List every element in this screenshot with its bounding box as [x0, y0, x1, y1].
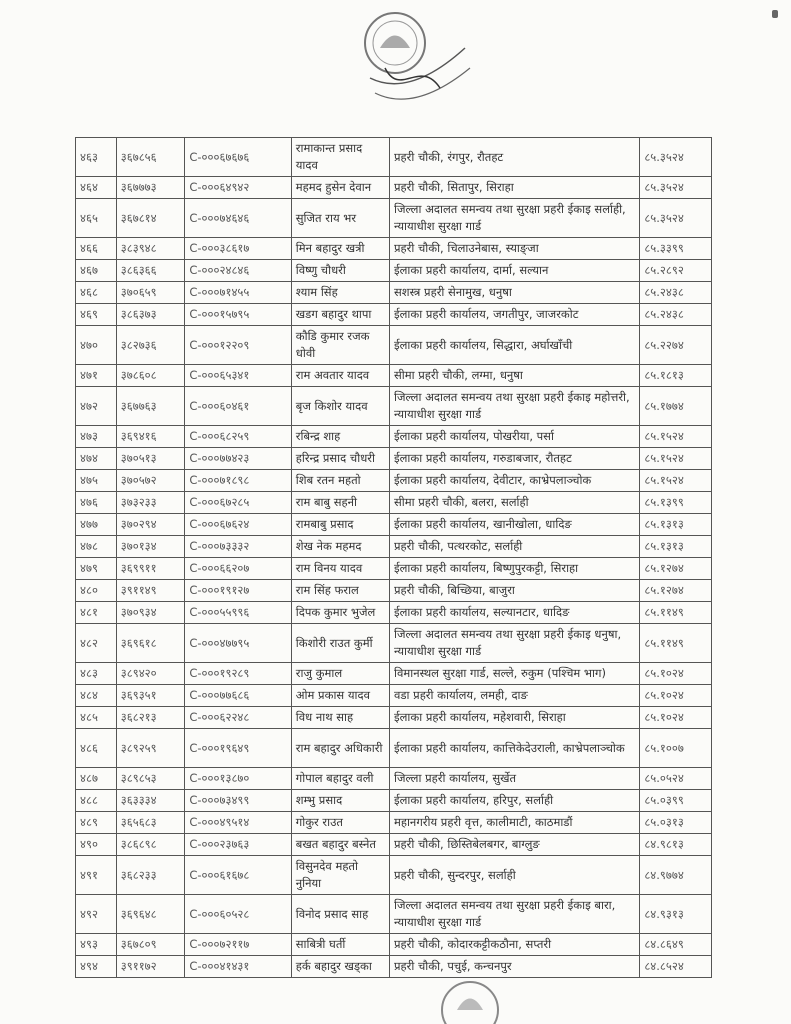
office-address-cell: ईलाका प्रहरी कार्यालय, सिद्धारा, अर्घाखाँची	[389, 326, 639, 365]
score-cell: ८५.३५२४	[640, 177, 712, 199]
office-address-cell: ईलाका प्रहरी कार्यालय, हरिपुर, सर्लाही	[389, 790, 639, 812]
score-cell: ८४.९३१३	[640, 895, 712, 934]
score-cell: ८५.१३१३	[640, 536, 712, 558]
symbol-number-cell: ३६८२१३	[116, 707, 185, 729]
candidate-name-cell: राम विनय यादव	[291, 558, 389, 580]
score-cell: ८५.१२७४	[640, 580, 712, 602]
office-address-cell: विमानस्थल सुरक्षा गार्ड, सल्ले, रुकुम (पश्चिम भाग)	[389, 663, 639, 685]
symbol-number-cell: ३६५६८३	[116, 812, 185, 834]
serial-number-cell: ४८०	[76, 580, 117, 602]
candidate-code-cell: C-०००६७६७६	[185, 138, 291, 177]
score-cell: ८५.०३१३	[640, 812, 712, 834]
candidate-code-cell: C-०००६७६२४	[185, 514, 291, 536]
symbol-number-cell: ३८२७३६	[116, 326, 185, 365]
serial-number-cell: ४७९	[76, 558, 117, 580]
office-address-cell: जिल्ला अदालत समन्वय तथा सुरक्षा प्रहरी ईकाइ महोत्तरी, न्यायाधीश सुरक्षा गार्ड	[389, 387, 639, 426]
candidate-code-cell: C-०००३८६१७	[185, 238, 291, 260]
candidate-name-cell: विष्णु चौधरी	[291, 260, 389, 282]
candidate-code-cell: C-०००१५७९५	[185, 304, 291, 326]
symbol-number-cell: ३६९३५१	[116, 685, 185, 707]
office-address-cell: ईलाका प्रहरी कार्यालय, जगतीपुर, जाजरकोट	[389, 304, 639, 326]
score-cell: ८५.०५२४	[640, 768, 712, 790]
table-row	[76, 199, 712, 238]
candidate-name-cell: शिब रतन महतो	[291, 470, 389, 492]
symbol-number-cell: ३७०२९४	[116, 514, 185, 536]
candidate-code-cell: C-०००५५९९६	[185, 602, 291, 624]
serial-number-cell: ४९२	[76, 895, 117, 934]
table-row	[76, 260, 712, 282]
candidate-name-cell: किशोरी राउत कुर्मी	[291, 624, 389, 663]
symbol-number-cell: ३६७७६३	[116, 387, 185, 426]
office-address-cell: जिल्ला अदालत समन्वय तथा सुरक्षा प्रहरी ईकाइ बारा, न्यायाधीश सुरक्षा गार्ड	[389, 895, 639, 934]
symbol-number-cell: ३८६८९८	[116, 834, 185, 856]
serial-number-cell: ४९०	[76, 834, 117, 856]
serial-number-cell: ४७४	[76, 448, 117, 470]
score-cell: ८५.१००७	[640, 729, 712, 768]
score-cell: ८४.८६४९	[640, 934, 712, 956]
bottom-seal-stamp	[435, 975, 505, 1024]
office-address-cell: सीमा प्रहरी चौकी, लग्मा, धनुषा	[389, 365, 639, 387]
office-address-cell: महानगरीय प्रहरी वृत्त, कालीमाटी, काठमाडौं	[389, 812, 639, 834]
symbol-number-cell: ३६९६४८	[116, 895, 185, 934]
candidate-name-cell: राजु कुमाल	[291, 663, 389, 685]
symbol-number-cell: ३६९९११	[116, 558, 185, 580]
candidate-name-cell: कौडि कुमार रजक धोवी	[291, 326, 389, 365]
office-address-cell: ईलाका प्रहरी कार्यालय, गरुडाबजार, रौतहट	[389, 448, 639, 470]
candidate-name-cell: खडग बहादुर थापा	[291, 304, 389, 326]
candidate-code-cell: C-०००६७२८५	[185, 492, 291, 514]
table-row	[76, 536, 712, 558]
table-row	[76, 895, 712, 934]
candidate-code-cell: C-०००७१८९८	[185, 470, 291, 492]
candidate-name-cell: रामबाबु प्रसाद	[291, 514, 389, 536]
symbol-number-cell: ३६७८०९	[116, 934, 185, 956]
table-row	[76, 282, 712, 304]
candidate-name-cell: रामाकान्त प्रसाद यादव	[291, 138, 389, 177]
serial-number-cell: ४७३	[76, 426, 117, 448]
symbol-number-cell: ३७०५७२	[116, 470, 185, 492]
score-cell: ८५.२२७४	[640, 326, 712, 365]
score-cell: ८५.३५२४	[640, 199, 712, 238]
serial-number-cell: ४६३	[76, 138, 117, 177]
candidate-name-cell: हरिन्द्र प्रसाद चौधरी	[291, 448, 389, 470]
candidate-code-cell: C-०००७१४५५	[185, 282, 291, 304]
candidate-code-cell: C-०००६०५२८	[185, 895, 291, 934]
candidate-code-cell: C-०००४१४३१	[185, 956, 291, 978]
candidate-name-cell: राम अवतार यादव	[291, 365, 389, 387]
symbol-number-cell: ३८३९४८	[116, 238, 185, 260]
table-row	[76, 602, 712, 624]
table-row	[76, 707, 712, 729]
office-address-cell: ईलाका प्रहरी कार्यालय, दार्मा, सल्यान	[389, 260, 639, 282]
table-row	[76, 177, 712, 199]
table-row	[76, 238, 712, 260]
serial-number-cell: ४६८	[76, 282, 117, 304]
score-cell: ८५.२८९२	[640, 260, 712, 282]
serial-number-cell: ४८४	[76, 685, 117, 707]
table-row	[76, 856, 712, 895]
candidate-code-cell: C-०००१९१२७	[185, 580, 291, 602]
symbol-number-cell: ३६७८५६	[116, 138, 185, 177]
office-address-cell: प्रहरी चौकी, पचुई, कन्चनपुर	[389, 956, 639, 978]
serial-number-cell: ४६६	[76, 238, 117, 260]
candidate-code-cell: C-०००७३३३२	[185, 536, 291, 558]
score-cell: ८५.२४३८	[640, 304, 712, 326]
office-address-cell: प्रहरी चौकी, चिलाउनेबास, स्याङ्जा	[389, 238, 639, 260]
score-cell: ८५.१२७४	[640, 558, 712, 580]
score-cell: ८५.१७७४	[640, 387, 712, 426]
serial-number-cell: ४९१	[76, 856, 117, 895]
table-row	[76, 448, 712, 470]
serial-number-cell: ४६९	[76, 304, 117, 326]
candidate-code-cell: C-०००७४६४६	[185, 199, 291, 238]
office-address-cell: प्रहरी चौकी, पत्थरकोट, सर्लाही	[389, 536, 639, 558]
candidate-code-cell: C-०००४९५१४	[185, 812, 291, 834]
table-row	[76, 387, 712, 426]
table-row	[76, 304, 712, 326]
candidate-code-cell: C-०००६६२०७	[185, 558, 291, 580]
serial-number-cell: ४७१	[76, 365, 117, 387]
office-address-cell: ईलाका प्रहरी कार्यालय, खानीखोला, धादिङ	[389, 514, 639, 536]
candidate-name-cell: विसुनदेव महतो नुनिया	[291, 856, 389, 895]
candidate-name-cell: बृज किशोर यादव	[291, 387, 389, 426]
symbol-number-cell: ३७८६०८	[116, 365, 185, 387]
candidate-code-cell: C-०००७३४९९	[185, 790, 291, 812]
office-address-cell: प्रहरी चौकी, रंगपुर, रौतहट	[389, 138, 639, 177]
candidate-code-cell: C-०००१९६४९	[185, 729, 291, 768]
candidate-name-cell: ओम प्रकास यादव	[291, 685, 389, 707]
score-cell: ८५.३५२४	[640, 138, 712, 177]
scan-mark	[772, 10, 778, 18]
table-row	[76, 729, 712, 768]
symbol-number-cell: ३६९६१८	[116, 624, 185, 663]
candidate-code-cell: C-०००६५३४१	[185, 365, 291, 387]
symbol-number-cell: ३६३३३४	[116, 790, 185, 812]
serial-number-cell: ४७६	[76, 492, 117, 514]
serial-number-cell: ४६७	[76, 260, 117, 282]
candidate-code-cell: C-०००२३७६३	[185, 834, 291, 856]
candidate-code-cell: C-०००६४९४२	[185, 177, 291, 199]
serial-number-cell: ४७२	[76, 387, 117, 426]
office-address-cell: प्रहरी चौकी, छिस्तिबेलबगर, बाग्लुङ	[389, 834, 639, 856]
table-row	[76, 956, 712, 978]
symbol-number-cell: ३७०१३४	[116, 536, 185, 558]
candidate-code-cell: C-०००६०४६१	[185, 387, 291, 426]
score-cell: ८५.१०२४	[640, 707, 712, 729]
table-row	[76, 492, 712, 514]
serial-number-cell: ४६४	[76, 177, 117, 199]
candidate-code-cell: C-०००१२२०९	[185, 326, 291, 365]
serial-number-cell: ४८२	[76, 624, 117, 663]
symbol-number-cell: ३८९२५९	[116, 729, 185, 768]
table-row	[76, 834, 712, 856]
table-row	[76, 934, 712, 956]
table-row	[76, 138, 712, 177]
candidate-name-cell: श्याम सिंह	[291, 282, 389, 304]
office-address-cell: वडा प्रहरी कार्यालय, लमही, दाङ	[389, 685, 639, 707]
score-cell: ८५.१५२४	[640, 426, 712, 448]
serial-number-cell: ४८८	[76, 790, 117, 812]
symbol-number-cell: ३९११४९	[116, 580, 185, 602]
symbol-number-cell: ३६७७७३	[116, 177, 185, 199]
office-address-cell: ईलाका प्रहरी कार्यालय, सल्यानटार, धादिङ	[389, 602, 639, 624]
table-row	[76, 624, 712, 663]
score-cell: ८५.१३१३	[640, 514, 712, 536]
serial-number-cell: ४७५	[76, 470, 117, 492]
candidate-code-cell: C-०००६८२५९	[185, 426, 291, 448]
candidate-name-cell: रबिन्द्र शाह	[291, 426, 389, 448]
office-address-cell: ईलाका प्रहरी कार्यालय, बिष्णुपुरकट्टी, सिराहा	[389, 558, 639, 580]
symbol-number-cell: ३८९४२०	[116, 663, 185, 685]
candidate-name-cell: बखत बहादुर बस्नेत	[291, 834, 389, 856]
symbol-number-cell: ३७३२३३	[116, 492, 185, 514]
candidate-name-cell: विध नाथ साह	[291, 707, 389, 729]
table-row	[76, 426, 712, 448]
table-row	[76, 790, 712, 812]
score-cell: ८५.१०२४	[640, 685, 712, 707]
candidate-name-cell: गोकुर राउत	[291, 812, 389, 834]
score-cell: ८४.९७७४	[640, 856, 712, 895]
symbol-number-cell: ३६८२३३	[116, 856, 185, 895]
candidate-name-cell: राम बहादुर अधिकारी	[291, 729, 389, 768]
candidate-name-cell: शम्भु प्रसाद	[291, 790, 389, 812]
candidate-name-cell: राम सिंह फराल	[291, 580, 389, 602]
candidate-name-cell: गोपाल बहादुर वली	[291, 768, 389, 790]
candidate-code-cell: C-०००१३८७०	[185, 768, 291, 790]
table-row	[76, 365, 712, 387]
score-cell: ८४.८५२४	[640, 956, 712, 978]
serial-number-cell: ४७७	[76, 514, 117, 536]
candidate-name-cell: साबित्री घर्ती	[291, 934, 389, 956]
table-row	[76, 768, 712, 790]
score-cell: ८५.३३९९	[640, 238, 712, 260]
serial-number-cell: ४९४	[76, 956, 117, 978]
candidate-name-cell: दिपक कुमार भुजेल	[291, 602, 389, 624]
office-address-cell: ईलाका प्रहरी कार्यालय, देवीटार, काभ्रेपलाञ्चोक	[389, 470, 639, 492]
score-cell: ८५.१३९९	[640, 492, 712, 514]
serial-number-cell: ४७८	[76, 536, 117, 558]
symbol-number-cell: ३७०६५९	[116, 282, 185, 304]
symbol-number-cell: ३७०५१३	[116, 448, 185, 470]
office-address-cell: प्रहरी चौकी, सितापुर, सिराहा	[389, 177, 639, 199]
serial-number-cell: ४८३	[76, 663, 117, 685]
office-address-cell: ईलाका प्रहरी कार्यालय, पोखरीया, पर्सा	[389, 426, 639, 448]
office-address-cell: प्रहरी चौकी, सुन्दरपुर, सर्लाही	[389, 856, 639, 895]
score-cell: ८५.१५२४	[640, 448, 712, 470]
score-cell: ८५.११४९	[640, 602, 712, 624]
candidate-name-cell: शेख नेक महमद	[291, 536, 389, 558]
symbol-number-cell: ३६७८१४	[116, 199, 185, 238]
serial-number-cell: ४६५	[76, 199, 117, 238]
symbol-number-cell: ३८६३६६	[116, 260, 185, 282]
table-row	[76, 663, 712, 685]
candidate-name-cell: महमद हुसेन देवान	[291, 177, 389, 199]
office-address-cell: जिल्ला प्रहरी कार्यालय, सुर्खेत	[389, 768, 639, 790]
symbol-number-cell: ३९११७२	[116, 956, 185, 978]
table-row	[76, 580, 712, 602]
candidate-name-cell: सुजित राय भर	[291, 199, 389, 238]
candidate-code-cell: C-०००६१६७८	[185, 856, 291, 895]
office-address-cell: प्रहरी चौकी, कोदारकट्टीकठौना, सप्तरी	[389, 934, 639, 956]
candidate-name-cell: हर्क बहादुर खड्का	[291, 956, 389, 978]
candidate-code-cell: C-०००४७७९५	[185, 624, 291, 663]
score-cell: ८४.९८१३	[640, 834, 712, 856]
score-cell: ८५.१८१३	[640, 365, 712, 387]
candidate-name-cell: राम बाबु सहनी	[291, 492, 389, 514]
serial-number-cell: ४८५	[76, 707, 117, 729]
symbol-number-cell: ३७०९३४	[116, 602, 185, 624]
symbol-number-cell: ३६९४१६	[116, 426, 185, 448]
serial-number-cell: ४९३	[76, 934, 117, 956]
table-row	[76, 812, 712, 834]
table-row	[76, 470, 712, 492]
table-row	[76, 685, 712, 707]
office-address-cell: ईलाका प्रहरी कार्यालय, महेशवारी, सिराहा	[389, 707, 639, 729]
serial-number-cell: ४८९	[76, 812, 117, 834]
symbol-number-cell: ३८६३७३	[116, 304, 185, 326]
office-address-cell: सीमा प्रहरी चौकी, बलरा, सर्लाही	[389, 492, 639, 514]
candidate-name-cell: मिन बहादुर खत्री	[291, 238, 389, 260]
results-table	[75, 137, 712, 978]
office-address-cell: सशस्त्र प्रहरी सेनामुख, धनुषा	[389, 282, 639, 304]
police-seal-stamp	[340, 8, 480, 118]
score-cell: ८५.०३९९	[640, 790, 712, 812]
score-cell: ८५.१०२४	[640, 663, 712, 685]
candidate-code-cell: C-०००१९२८९	[185, 663, 291, 685]
office-address-cell: प्रहरी चौकी, बिच्छिया, बाजुरा	[389, 580, 639, 602]
score-cell: ८५.११४९	[640, 624, 712, 663]
candidate-name-cell: विनोद प्रसाद साह	[291, 895, 389, 934]
table-row	[76, 558, 712, 580]
score-cell: ८५.१५२४	[640, 470, 712, 492]
table-row	[76, 514, 712, 536]
table-row	[76, 326, 712, 365]
candidate-code-cell: C-०००२४८४६	[185, 260, 291, 282]
candidate-code-cell: C-०००७७६८६	[185, 685, 291, 707]
serial-number-cell: ४८७	[76, 768, 117, 790]
office-address-cell: जिल्ला अदालत समन्वय तथा सुरक्षा प्रहरी ईकाइ धनुषा, न्यायाधीश सुरक्षा गार्ड	[389, 624, 639, 663]
serial-number-cell: ४८६	[76, 729, 117, 768]
candidate-code-cell: C-०००७७४२३	[185, 448, 291, 470]
candidate-code-cell: C-०००७२११७	[185, 934, 291, 956]
office-address-cell: जिल्ला अदालत समन्वय तथा सुरक्षा प्रहरी ईकाइ सर्लाही, न्यायाधीश सुरक्षा गार्ड	[389, 199, 639, 238]
serial-number-cell: ४८१	[76, 602, 117, 624]
symbol-number-cell: ३८९८५३	[116, 768, 185, 790]
serial-number-cell: ४७०	[76, 326, 117, 365]
office-address-cell: ईलाका प्रहरी कार्यालय, कात्तिकेदेउराली, काभ्रेपलाञ्चोक	[389, 729, 639, 768]
score-cell: ८५.२४३८	[640, 282, 712, 304]
candidate-code-cell: C-०००६२२४८	[185, 707, 291, 729]
